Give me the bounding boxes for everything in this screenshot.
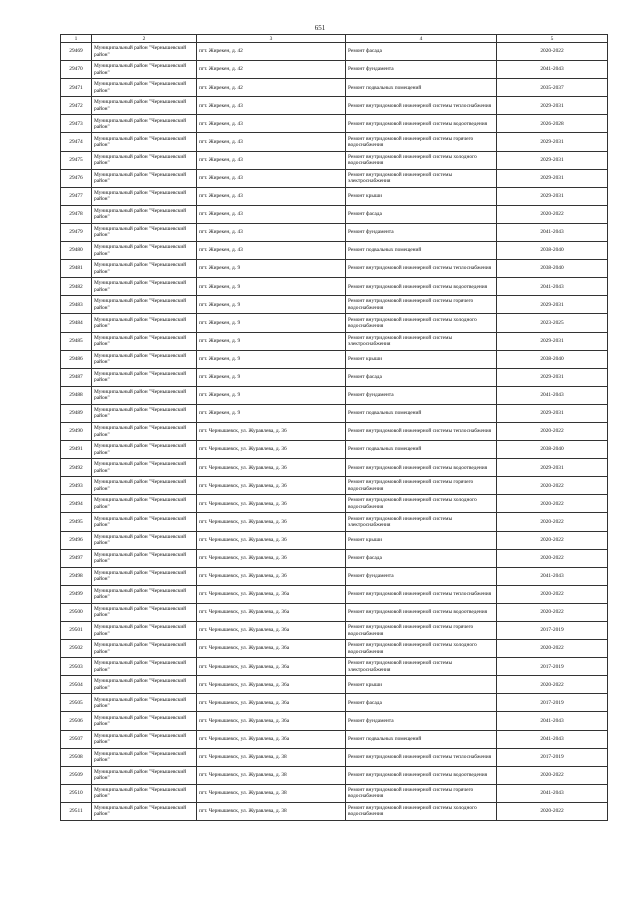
page-number: 651 <box>314 24 326 32</box>
work-type-cell: Ремонт внутридомовой инженерной системы теплоснабжения <box>346 422 497 440</box>
district-cell: Муниципальный район "Чернышевский район" <box>92 61 197 79</box>
work-type-cell: Ремонт фасада <box>346 43 497 61</box>
row-number: 29499 <box>61 585 92 603</box>
work-type-cell: Ремонт крыши <box>346 350 497 368</box>
work-type-cell: Ремонт внутридомовой инженерной системы холодного водоснабжения <box>346 495 497 513</box>
address-cell: пгт. Жирекен, д. 43 <box>197 242 346 260</box>
address-cell: пгт. Чернышевск, ул. Журавлева, д. 36а <box>197 730 346 748</box>
row-number: 29477 <box>61 187 92 205</box>
row-number: 29493 <box>61 477 92 495</box>
row-number: 29504 <box>61 676 92 694</box>
work-type-cell: Ремонт фундамента <box>346 61 497 79</box>
work-type-cell: Ремонт подвальных помещений <box>346 404 497 422</box>
address-cell: пгт. Жирекен, д. 9 <box>197 296 346 314</box>
address-cell: пгт. Жирекен, д. 9 <box>197 260 346 278</box>
district-cell: Муниципальный район "Чернышевский район" <box>92 314 197 332</box>
table-row <box>61 223 608 241</box>
period-cell: 2041-2043 <box>497 386 608 404</box>
table-row <box>61 748 608 766</box>
table-row <box>61 567 608 585</box>
table-row <box>61 187 608 205</box>
district-cell: Муниципальный район "Чернышевский район" <box>92 712 197 730</box>
period-cell: 2026-2028 <box>497 115 608 133</box>
row-number: 29480 <box>61 242 92 260</box>
period-cell: 2020-2022 <box>497 603 608 621</box>
table-row <box>61 531 608 549</box>
period-cell: 2038-2040 <box>497 441 608 459</box>
row-number: 29485 <box>61 332 92 350</box>
row-number: 29479 <box>61 223 92 241</box>
table-row <box>61 477 608 495</box>
district-cell: Муниципальный район "Чернышевский район" <box>92 640 197 658</box>
district-cell: Муниципальный район "Чернышевский район" <box>92 205 197 223</box>
district-cell: Муниципальный район "Чернышевский район" <box>92 278 197 296</box>
district-cell: Муниципальный район "Чернышевский район" <box>92 441 197 459</box>
work-type-cell: Ремонт фундамента <box>346 386 497 404</box>
row-number: 29506 <box>61 712 92 730</box>
address-cell: пгт. Чернышевск, ул. Журавлева, д. 36 <box>197 549 346 567</box>
table-row <box>61 513 608 531</box>
header-row <box>61 35 608 43</box>
column-header-period: 5 <box>497 35 608 43</box>
period-cell: 2020-2022 <box>497 802 608 820</box>
district-cell: Муниципальный район "Чернышевский район" <box>92 477 197 495</box>
repair-schedule-table <box>60 34 608 821</box>
district-cell: Муниципальный район "Чернышевский район" <box>92 386 197 404</box>
period-cell: 2020-2022 <box>497 477 608 495</box>
work-type-cell: Ремонт внутридомовой инженерной системы водоотведения <box>346 115 497 133</box>
table-row <box>61 43 608 61</box>
period-cell: 2029-2031 <box>497 459 608 477</box>
work-type-cell: Ремонт внутридомовой инженерной системы горячего водоснабжения <box>346 477 497 495</box>
address-cell: пгт. Жирекен, д. 43 <box>197 187 346 205</box>
period-cell: 2038-2040 <box>497 350 608 368</box>
work-type-cell: Ремонт фундамента <box>346 567 497 585</box>
address-cell: пгт. Жирекен, д. 43 <box>197 169 346 187</box>
district-cell: Муниципальный район "Чернышевский район" <box>92 531 197 549</box>
work-type-cell: Ремонт подвальных помещений <box>346 79 497 97</box>
row-number: 29497 <box>61 549 92 567</box>
work-type-cell: Ремонт фасада <box>346 549 497 567</box>
address-cell: пгт. Чернышевск, ул. Журавлева, д. 38 <box>197 766 346 784</box>
period-cell: 2029-2031 <box>497 296 608 314</box>
table-row <box>61 115 608 133</box>
address-cell: пгт. Жирекен, д. 42 <box>197 61 346 79</box>
period-cell: 2023-2025 <box>497 314 608 332</box>
address-cell: пгт. Чернышевск, ул. Журавлева, д. 36а <box>197 603 346 621</box>
table-header <box>61 35 608 43</box>
period-cell: 2017-2019 <box>497 694 608 712</box>
period-cell: 2035-2037 <box>497 79 608 97</box>
table-body <box>61 43 608 821</box>
row-number: 29502 <box>61 640 92 658</box>
table-row <box>61 441 608 459</box>
row-number: 29501 <box>61 622 92 640</box>
table-row <box>61 79 608 97</box>
district-cell: Муниципальный район "Чернышевский район" <box>92 151 197 169</box>
period-cell: 2041-2043 <box>497 278 608 296</box>
table-row <box>61 133 608 151</box>
period-cell: 2029-2031 <box>497 187 608 205</box>
period-cell: 2020-2022 <box>497 43 608 61</box>
table-row <box>61 61 608 79</box>
district-cell: Муниципальный район "Чернышевский район" <box>92 730 197 748</box>
table-row <box>61 350 608 368</box>
table-row <box>61 169 608 187</box>
work-type-cell: Ремонт внутридомовой инженерной системы холодного водоснабжения <box>346 314 497 332</box>
address-cell: пгт. Жирекен, д. 9 <box>197 278 346 296</box>
table-row <box>61 386 608 404</box>
address-cell: пгт. Жирекен, д. 9 <box>197 332 346 350</box>
address-cell: пгт. Чернышевск, ул. Журавлева, д. 36 <box>197 477 346 495</box>
row-number: 29473 <box>61 115 92 133</box>
district-cell: Муниципальный район "Чернышевский район" <box>92 422 197 440</box>
address-cell: пгт. Жирекен, д. 9 <box>197 386 346 404</box>
table-row <box>61 766 608 784</box>
period-cell: 2041-2043 <box>497 784 608 802</box>
row-number: 29495 <box>61 513 92 531</box>
row-number: 29469 <box>61 43 92 61</box>
row-number: 29471 <box>61 79 92 97</box>
table-row <box>61 603 608 621</box>
work-type-cell: Ремонт внутридомовой инженерной системы электроснабжения <box>346 513 497 531</box>
period-cell: 2029-2031 <box>497 169 608 187</box>
period-cell: 2029-2031 <box>497 332 608 350</box>
table-row <box>61 802 608 820</box>
table-row <box>61 404 608 422</box>
row-number: 29492 <box>61 459 92 477</box>
address-cell: пгт. Чернышевск, ул. Журавлева, д. 36а <box>197 640 346 658</box>
work-type-cell: Ремонт внутридомовой инженерной системы горячего водоснабжения <box>346 622 497 640</box>
row-number: 29474 <box>61 133 92 151</box>
work-type-cell: Ремонт подвальных помещений <box>346 730 497 748</box>
address-cell: пгт. Чернышевск, ул. Журавлева, д. 36а <box>197 676 346 694</box>
period-cell: 2020-2022 <box>497 513 608 531</box>
period-cell: 2020-2022 <box>497 640 608 658</box>
address-cell: пгт. Чернышевск, ул. Журавлева, д. 36а <box>197 622 346 640</box>
address-cell: пгт. Чернышевск, ул. Журавлева, д. 36 <box>197 422 346 440</box>
work-type-cell: Ремонт фасада <box>346 694 497 712</box>
work-type-cell: Ремонт внутридомовой инженерной системы холодного водоснабжения <box>346 802 497 820</box>
work-type-cell: Ремонт внутридомовой инженерной системы электроснабжения <box>346 169 497 187</box>
work-type-cell: Ремонт внутридомовой инженерной системы теплоснабжения <box>346 260 497 278</box>
district-cell: Муниципальный район "Чернышевский район" <box>92 495 197 513</box>
row-number: 29470 <box>61 61 92 79</box>
work-type-cell: Ремонт внутридомовой инженерной системы электроснабжения <box>346 332 497 350</box>
work-type-cell: Ремонт внутридомовой инженерной системы горячего водоснабжения <box>346 133 497 151</box>
address-cell: пгт. Чернышевск, ул. Журавлева, д. 36а <box>197 712 346 730</box>
row-number: 29494 <box>61 495 92 513</box>
table-row <box>61 585 608 603</box>
work-type-cell: Ремонт фундамента <box>346 712 497 730</box>
table-row <box>61 658 608 676</box>
table-row <box>61 422 608 440</box>
table-row <box>61 242 608 260</box>
period-cell: 2020-2022 <box>497 676 608 694</box>
work-type-cell: Ремонт крыши <box>346 531 497 549</box>
table-row <box>61 97 608 115</box>
row-number: 29478 <box>61 205 92 223</box>
row-number: 29486 <box>61 350 92 368</box>
district-cell: Муниципальный район "Чернышевский район" <box>92 784 197 802</box>
table-row <box>61 712 608 730</box>
address-cell: пгт. Жирекен, д. 42 <box>197 43 346 61</box>
district-cell: Муниципальный район "Чернышевский район" <box>92 404 197 422</box>
column-header-work-type: 4 <box>346 35 497 43</box>
work-type-cell: Ремонт внутридомовой инженерной системы водоотведения <box>346 278 497 296</box>
district-cell: Муниципальный район "Чернышевский район" <box>92 603 197 621</box>
district-cell: Муниципальный район "Чернышевский район" <box>92 766 197 784</box>
table-row <box>61 640 608 658</box>
period-cell: 2029-2031 <box>497 151 608 169</box>
row-number: 29481 <box>61 260 92 278</box>
row-number: 29498 <box>61 567 92 585</box>
address-cell: пгт. Жирекен, д. 9 <box>197 404 346 422</box>
address-cell: пгт. Жирекен, д. 9 <box>197 314 346 332</box>
work-type-cell: Ремонт внутридомовой инженерной системы теплоснабжения <box>346 585 497 603</box>
district-cell: Муниципальный район "Чернышевский район" <box>92 368 197 386</box>
district-cell: Муниципальный район "Чернышевский район" <box>92 115 197 133</box>
address-cell: пгт. Чернышевск, ул. Журавлева, д. 36 <box>197 441 346 459</box>
period-cell: 2029-2031 <box>497 368 608 386</box>
row-number: 29476 <box>61 169 92 187</box>
row-number: 29472 <box>61 97 92 115</box>
row-number: 29511 <box>61 802 92 820</box>
period-cell: 2020-2022 <box>497 549 608 567</box>
district-cell: Муниципальный район "Чернышевский район" <box>92 802 197 820</box>
row-number: 29488 <box>61 386 92 404</box>
district-cell: Муниципальный район "Чернышевский район" <box>92 513 197 531</box>
work-type-cell: Ремонт фундамента <box>346 223 497 241</box>
period-cell: 2041-2043 <box>497 730 608 748</box>
address-cell: пгт. Чернышевск, ул. Журавлева, д. 38 <box>197 802 346 820</box>
period-cell: 2020-2022 <box>497 766 608 784</box>
row-number: 29491 <box>61 441 92 459</box>
district-cell: Муниципальный район "Чернышевский район" <box>92 459 197 477</box>
district-cell: Муниципальный район "Чернышевский район" <box>92 350 197 368</box>
table-row <box>61 314 608 332</box>
table-row <box>61 694 608 712</box>
column-header-number: 1 <box>61 35 92 43</box>
address-cell: пгт. Чернышевск, ул. Журавлева, д. 36а <box>197 694 346 712</box>
district-cell: Муниципальный район "Чернышевский район" <box>92 676 197 694</box>
row-number: 29503 <box>61 658 92 676</box>
period-cell: 2038-2040 <box>497 260 608 278</box>
district-cell: Муниципальный район "Чернышевский район" <box>92 187 197 205</box>
period-cell: 2029-2031 <box>497 97 608 115</box>
table-row <box>61 730 608 748</box>
table-row <box>61 784 608 802</box>
work-type-cell: Ремонт внутридомовой инженерной системы горячего водоснабжения <box>346 784 497 802</box>
period-cell: 2017-2019 <box>497 748 608 766</box>
district-cell: Муниципальный район "Чернышевский район" <box>92 79 197 97</box>
period-cell: 2038-2040 <box>497 242 608 260</box>
district-cell: Муниципальный район "Чернышевский район" <box>92 97 197 115</box>
district-cell: Муниципальный район "Чернышевский район" <box>92 296 197 314</box>
district-cell: Муниципальный район "Чернышевский район" <box>92 260 197 278</box>
work-type-cell: Ремонт внутридомовой инженерной системы холодного водоснабжения <box>346 151 497 169</box>
district-cell: Муниципальный район "Чернышевский район" <box>92 585 197 603</box>
table-row <box>61 151 608 169</box>
work-type-cell: Ремонт внутридомовой инженерной системы водоотведения <box>346 603 497 621</box>
row-number: 29509 <box>61 766 92 784</box>
column-header-address: 3 <box>197 35 346 43</box>
district-cell: Муниципальный район "Чернышевский район" <box>92 567 197 585</box>
address-cell: пгт. Жирекен, д. 43 <box>197 115 346 133</box>
district-cell: Муниципальный район "Чернышевский район" <box>92 223 197 241</box>
work-type-cell: Ремонт фасада <box>346 368 497 386</box>
work-type-cell: Ремонт внутридомовой инженерной системы теплоснабжения <box>346 748 497 766</box>
district-cell: Муниципальный район "Чернышевский район" <box>92 694 197 712</box>
table-row <box>61 622 608 640</box>
period-cell: 2020-2022 <box>497 585 608 603</box>
row-number: 29490 <box>61 422 92 440</box>
work-type-cell: Ремонт внутридомовой инженерной системы горячего водоснабжения <box>346 296 497 314</box>
address-cell: пгт. Жирекен, д. 43 <box>197 151 346 169</box>
address-cell: пгт. Чернышевск, ул. Журавлева, д. 38 <box>197 748 346 766</box>
table-row <box>61 459 608 477</box>
work-type-cell: Ремонт внутридомовой инженерной системы водоотведения <box>346 766 497 784</box>
row-number: 29489 <box>61 404 92 422</box>
period-cell: 2017-2019 <box>497 622 608 640</box>
address-cell: пгт. Жирекен, д. 9 <box>197 350 346 368</box>
table-row <box>61 549 608 567</box>
table-row <box>61 260 608 278</box>
period-cell: 2041-2043 <box>497 567 608 585</box>
address-cell: пгт. Чернышевск, ул. Журавлева, д. 36 <box>197 531 346 549</box>
address-cell: пгт. Чернышевск, ул. Журавлева, д. 36 <box>197 459 346 477</box>
district-cell: Муниципальный район "Чернышевский район" <box>92 622 197 640</box>
address-cell: пгт. Жирекен, д. 43 <box>197 205 346 223</box>
district-cell: Муниципальный район "Чернышевский район" <box>92 133 197 151</box>
work-type-cell: Ремонт крыши <box>346 187 497 205</box>
period-cell: 2029-2031 <box>497 133 608 151</box>
district-cell: Муниципальный район "Чернышевский район" <box>92 43 197 61</box>
address-cell: пгт. Жирекен, д. 43 <box>197 223 346 241</box>
table-row <box>61 296 608 314</box>
table-row <box>61 368 608 386</box>
address-cell: пгт. Жирекен, д. 9 <box>197 368 346 386</box>
period-cell: 2020-2022 <box>497 422 608 440</box>
address-cell: пгт. Чернышевск, ул. Журавлева, д. 36 <box>197 513 346 531</box>
row-number: 29500 <box>61 603 92 621</box>
column-header-district: 2 <box>92 35 197 43</box>
district-cell: Муниципальный район "Чернышевский район" <box>92 748 197 766</box>
row-number: 29510 <box>61 784 92 802</box>
district-cell: Муниципальный район "Чернышевский район" <box>92 549 197 567</box>
table-row <box>61 676 608 694</box>
row-number: 29508 <box>61 748 92 766</box>
period-cell: 2020-2022 <box>497 531 608 549</box>
address-cell: пгт. Жирекен, д. 43 <box>197 133 346 151</box>
district-cell: Муниципальный район "Чернышевский район" <box>92 658 197 676</box>
work-type-cell: Ремонт фасада <box>346 205 497 223</box>
address-cell: пгт. Жирекен, д. 42 <box>197 79 346 97</box>
period-cell: 2041-2043 <box>497 61 608 79</box>
work-type-cell: Ремонт внутридомовой инженерной системы теплоснабжения <box>346 97 497 115</box>
period-cell: 2020-2022 <box>497 495 608 513</box>
district-cell: Муниципальный район "Чернышевский район" <box>92 169 197 187</box>
period-cell: 2041-2043 <box>497 223 608 241</box>
work-type-cell: Ремонт внутридомовой инженерной системы холодного водоснабжения <box>346 640 497 658</box>
work-type-cell: Ремонт внутридомовой инженерной системы электроснабжения <box>346 658 497 676</box>
address-cell: пгт. Чернышевск, ул. Журавлева, д. 36 <box>197 495 346 513</box>
table-row <box>61 205 608 223</box>
address-cell: пгт. Чернышевск, ул. Журавлева, д. 36а <box>197 658 346 676</box>
work-type-cell: Ремонт внутридомовой инженерной системы водоотведения <box>346 459 497 477</box>
period-cell: 2041-2043 <box>497 712 608 730</box>
work-type-cell: Ремонт подвальных помещений <box>346 441 497 459</box>
work-type-cell: Ремонт крыши <box>346 676 497 694</box>
table-row <box>61 332 608 350</box>
row-number: 29483 <box>61 296 92 314</box>
row-number: 29496 <box>61 531 92 549</box>
row-number: 29487 <box>61 368 92 386</box>
district-cell: Муниципальный район "Чернышевский район" <box>92 332 197 350</box>
address-cell: пгт. Чернышевск, ул. Журавлева, д. 36 <box>197 567 346 585</box>
table-row <box>61 278 608 296</box>
address-cell: пгт. Чернышевск, ул. Журавлева, д. 38 <box>197 784 346 802</box>
work-type-cell: Ремонт подвальных помещений <box>346 242 497 260</box>
address-cell: пгт. Чернышевск, ул. Журавлева, д. 36а <box>197 585 346 603</box>
row-number: 29484 <box>61 314 92 332</box>
row-number: 29482 <box>61 278 92 296</box>
table-row <box>61 495 608 513</box>
period-cell: 2017-2019 <box>497 658 608 676</box>
district-cell: Муниципальный район "Чернышевский район" <box>92 242 197 260</box>
row-number: 29507 <box>61 730 92 748</box>
address-cell: пгт. Жирекен, д. 43 <box>197 97 346 115</box>
period-cell: 2029-2031 <box>497 404 608 422</box>
row-number: 29475 <box>61 151 92 169</box>
period-cell: 2020-2022 <box>497 205 608 223</box>
row-number: 29505 <box>61 694 92 712</box>
